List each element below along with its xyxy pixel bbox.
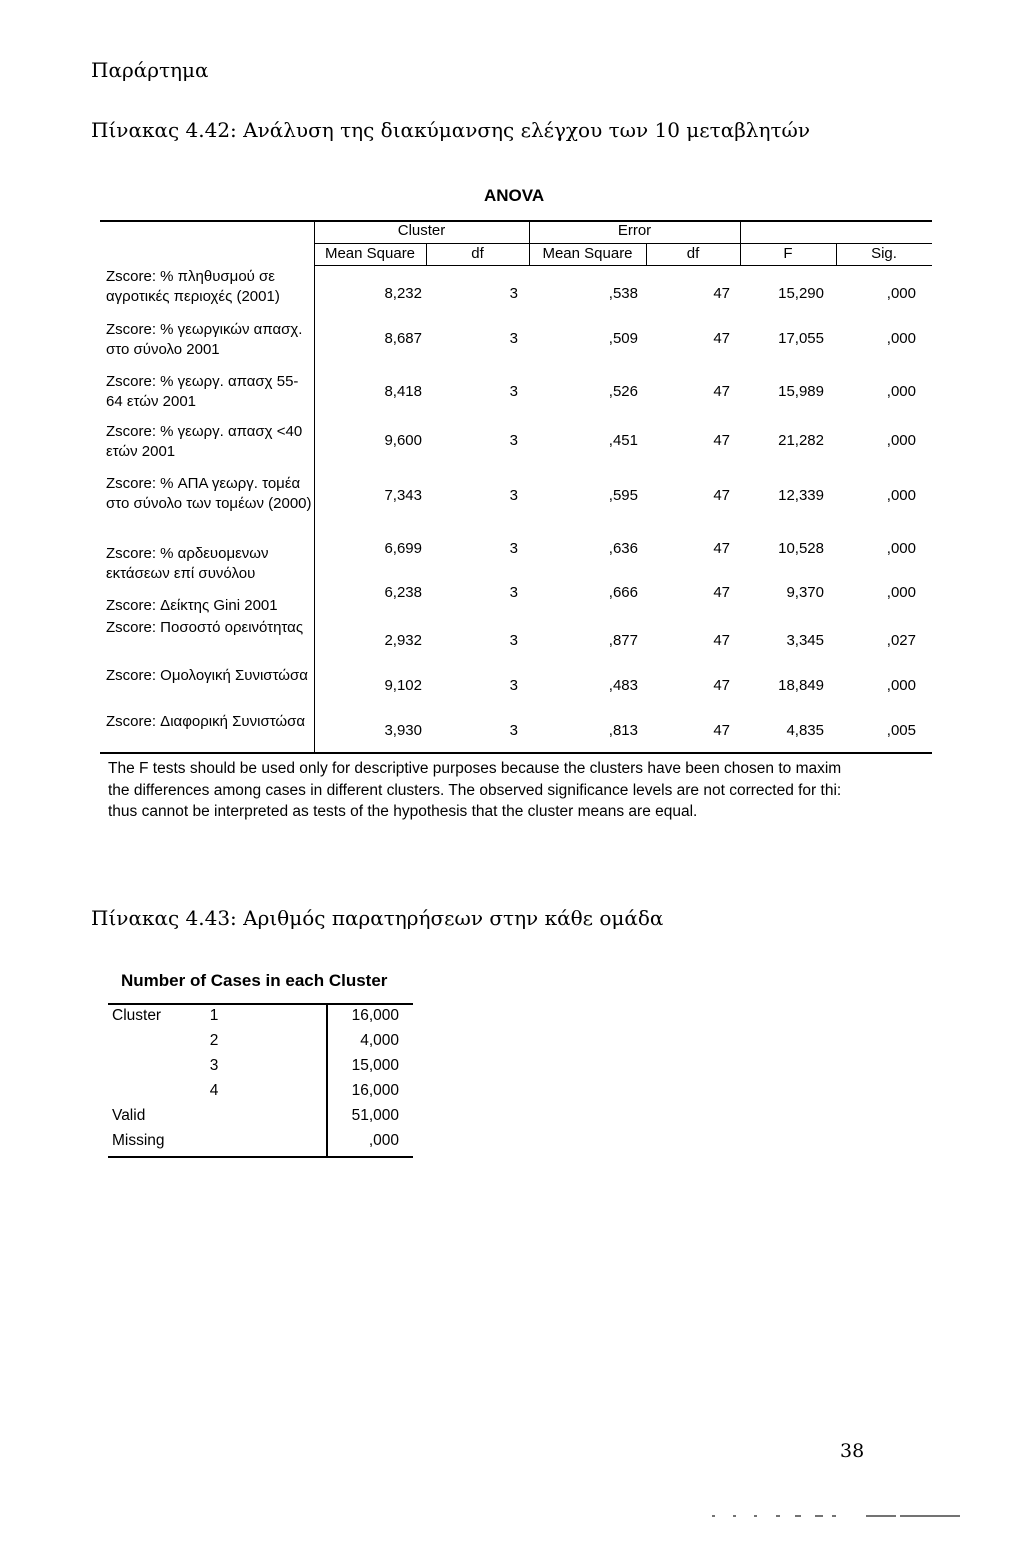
row-label: Zscore: % γεωργ. απασχ 55-64 ετών 2001 (106, 373, 299, 410)
scan-speck (795, 1515, 801, 1517)
cluster-number: 4 (209, 1082, 219, 1099)
error-df: 47 (713, 330, 730, 347)
table-footnote (108, 758, 934, 823)
f-value: 21,282 (778, 432, 824, 449)
cluster-number: 2 (209, 1032, 219, 1049)
error-df: 47 (713, 677, 730, 694)
row-label: Zscore: % πληθυσμού σε αγροτικές περιοχές (2001) (106, 268, 280, 305)
row-label: Zscore: Ομολογική Συνιστώσα (106, 667, 308, 684)
scan-speck (940, 1515, 960, 1517)
error-mean-square: ,636 (608, 540, 638, 557)
sig-value: ,005 (886, 722, 916, 739)
cluster-mean-square: 8,232 (384, 285, 422, 302)
f-value: 15,290 (778, 285, 824, 302)
table-title: ANOVA (484, 186, 545, 205)
case-count: 51,000 (351, 1107, 399, 1124)
cluster-df: 3 (509, 285, 518, 302)
case-count: ,000 (368, 1132, 399, 1149)
case-count: 16,000 (351, 1007, 399, 1024)
column-header: Mean Square (542, 245, 633, 262)
cluster-df: 3 (509, 584, 518, 601)
group-header-cluster: Cluster (397, 222, 446, 239)
f-value: 9,370 (786, 584, 824, 601)
cluster-df: 3 (509, 722, 518, 739)
error-mean-square: ,509 (608, 330, 638, 347)
sig-value: ,000 (886, 330, 916, 347)
row-label: Missing (112, 1132, 165, 1149)
cluster-mean-square: 6,238 (384, 584, 422, 601)
column-header: df (686, 245, 700, 262)
cluster-mean-square: 9,600 (384, 432, 422, 449)
scan-speck (776, 1515, 780, 1517)
scan-speck (832, 1515, 836, 1517)
error-mean-square: ,595 (608, 487, 638, 504)
sig-value: ,000 (886, 383, 916, 400)
error-mean-square: ,666 (608, 584, 638, 601)
f-value: 15,989 (778, 383, 824, 400)
row-label: Zscore: % αρδευομενων εκτάσεων επί συνόλου (106, 545, 269, 582)
f-value: 10,528 (778, 540, 824, 557)
table-caption: Πίνακας 4.43: Αριθμός παρατηρήσεων στην κάθε ομάδα (91, 906, 664, 930)
f-value: 18,849 (778, 677, 824, 694)
error-mean-square: ,483 (608, 677, 638, 694)
cluster-mean-square: 9,102 (384, 677, 422, 694)
cases-table (108, 1003, 413, 1158)
f-value: 17,055 (778, 330, 824, 347)
header-rule (314, 265, 932, 266)
value-column-divider (326, 1005, 328, 1156)
error-mean-square: ,813 (608, 722, 638, 739)
sig-value: ,000 (886, 540, 916, 557)
anova-table (100, 220, 932, 754)
column-header: Sig. (871, 245, 897, 262)
cluster-df: 3 (509, 540, 518, 557)
error-mean-square: ,526 (608, 383, 638, 400)
row-label: Zscore: Δείκτης Gini 2001 (106, 597, 278, 614)
error-df: 47 (713, 722, 730, 739)
row-label: Zscore: Ποσοστό ορεινότητας (106, 619, 304, 636)
f-value: 4,835 (786, 722, 824, 739)
header-rule (314, 243, 932, 244)
cluster-df: 3 (509, 487, 518, 504)
cluster-df: 3 (509, 632, 518, 649)
cluster-df: 3 (509, 677, 518, 694)
cluster-number: 1 (209, 1007, 219, 1024)
cluster-mean-square: 8,687 (384, 330, 422, 347)
error-mean-square: ,538 (608, 285, 638, 302)
row-label: Zscore: Διαφορική Συνιστώσα (106, 713, 306, 730)
scan-speck (815, 1515, 823, 1517)
row-label: Cluster (112, 1007, 162, 1024)
sig-value: ,000 (886, 584, 916, 601)
table-title: Number of Cases in each Cluster (121, 971, 388, 990)
scan-speck (754, 1515, 757, 1517)
error-df: 47 (713, 383, 730, 400)
error-df: 47 (713, 487, 730, 504)
footnote-line: the differences among cases in different clusters. The observed significance levels are not corrected for thi: (108, 781, 842, 799)
page-number: 38 (840, 1440, 865, 1462)
sig-value: ,000 (886, 677, 916, 694)
footnote-line: thus cannot be interpreted as tests of the hypothesis that the cluster means are equal. (108, 803, 698, 820)
f-value: 3,345 (786, 632, 824, 649)
row-label: Zscore: % γεωργ. απασχ <40 ετών 2001 (106, 423, 303, 460)
cluster-mean-square: 8,418 (384, 383, 422, 400)
row-label: Zscore: % γεωργικών απασχ. στο σύνολο 2001 (106, 321, 303, 358)
error-df: 47 (713, 285, 730, 302)
scan-speck (712, 1515, 715, 1517)
cluster-mean-square: 6,699 (384, 540, 422, 557)
error-df: 47 (713, 540, 730, 557)
group-header-error: Error (617, 222, 652, 239)
cluster-number: 3 (209, 1057, 219, 1074)
sig-value: ,027 (886, 632, 916, 649)
running-head: Παράρτημα (91, 58, 209, 82)
column-header: F (783, 245, 793, 262)
column-header: df (471, 245, 484, 262)
footnote-line: The F tests should be used only for descriptive purposes because the clusters have been chosen to maxim (108, 760, 842, 777)
label-column-divider (314, 220, 315, 754)
f-value: 12,339 (778, 487, 824, 504)
sig-value: ,000 (886, 432, 916, 449)
row-label: Valid (112, 1107, 146, 1124)
case-count: 16,000 (351, 1082, 399, 1099)
cluster-df: 3 (509, 383, 518, 400)
scan-speck (866, 1515, 896, 1517)
table-caption: Πίνακας 4.42: Ανάλυση της διακύμανσης ελέγχου των 10 μεταβλητών (91, 118, 810, 142)
column-header: Mean Square (324, 245, 416, 262)
error-mean-square: ,451 (608, 432, 638, 449)
cluster-df: 3 (509, 432, 518, 449)
error-df: 47 (713, 632, 730, 649)
cluster-mean-square: 3,930 (384, 722, 422, 739)
scan-speck (733, 1515, 736, 1517)
cluster-mean-square: 7,343 (384, 487, 422, 504)
cluster-mean-square: 2,932 (384, 632, 422, 649)
cluster-df: 3 (509, 330, 518, 347)
case-count: 4,000 (360, 1032, 399, 1049)
error-mean-square: ,877 (608, 632, 638, 649)
error-df: 47 (713, 432, 730, 449)
sig-value: ,000 (886, 487, 916, 504)
sig-value: ,000 (886, 285, 916, 302)
scan-speck (900, 1515, 940, 1517)
error-df: 47 (713, 584, 730, 601)
row-label: Zscore: % ΑΠΑ γεωργ. τομέα στο σύνολο των τομέων (2000) (106, 475, 312, 512)
case-count: 15,000 (351, 1057, 399, 1074)
